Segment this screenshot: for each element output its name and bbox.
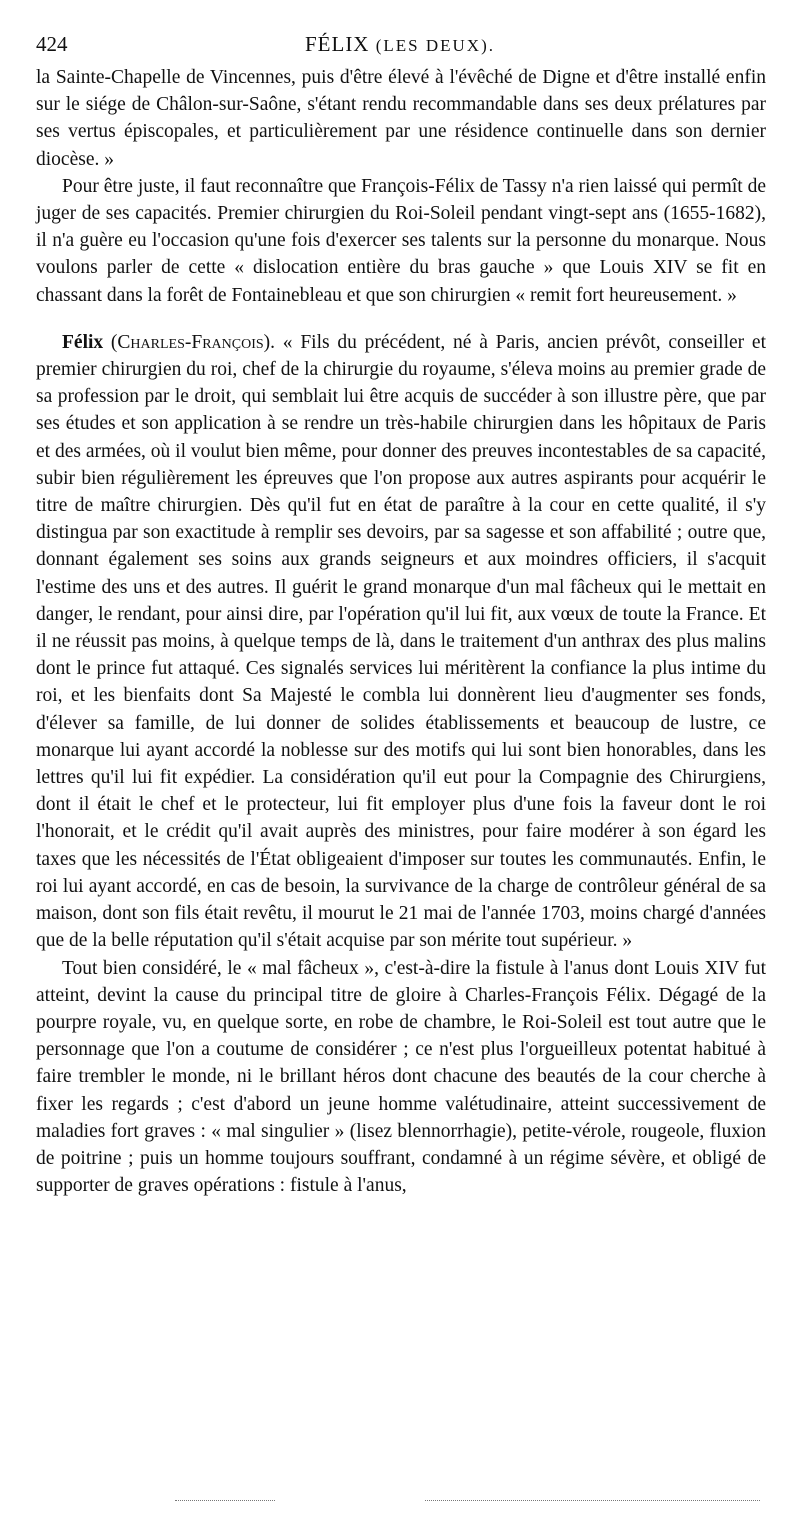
page-body xyxy=(36,64,766,1199)
running-title-sub: (LES DEUX). xyxy=(375,36,495,55)
entry-charles-francois xyxy=(36,329,766,955)
paragraph-tassy: Pour être juste, il faut reconnaître que François-Félix de Tassy n'a rien laissé qui permît de juger de ses capacités. Premier chirurgien du Roi-Soleil pendant vingt-sept ans (1655-1682), il n'a guère eu l'occasion qu'une fois d'exercer ses talents sur la personne du monarque. Nous voulons parler de cette « dislocation entière du bras gauche » que Louis XIV se fit en chassant dans la forêt de Fontainebleau et que son chirurgien « remit fort heureusement. » xyxy=(36,175,766,306)
entry-qualifier: (Charles-François). xyxy=(110,331,276,353)
entry-text: « Fils du précédent, né à Paris, ancien prévôt, conseiller et premier chirurgien du roi, chef de la chirurgie du royaume, s'éleva moins au premier grade de sa profession par le droit, qui semblait lui être acquis de succéder à son illustre père, que par ses études et son application à se rendre un très-habile chirurgien dans les hôpitaux de Paris et des armées, où il voulut bien même, pour donner des preuves incontestables de sa capacité, subir bien régulièrement les épreuves que l'on propose aux autres aspirants pour acquérir le titre de maître chirurgien. Dès qu'il fut en état de paraître à la cour en cette qualité, il s'y distingua par son exactitude à remplir ses devoirs, par sa sagesse et son affabilité ; outre que, donnant également ses soins aux grands seigneurs et aux moindres officiers, il s'acquit l'estime des uns et des autres. Il guérit le grand monarque d'un mal fâcheux qui le mettait en danger, le rendant, pour ainsi dire, par l'opération qu'il lui fit, aux vœux de toute la France. Et il ne réussit pas moins, à quelque temps de là, dans le traitement d'un anthrax des plus malins dont le prince fut attaqué. Ces signalés services lui méritèrent la confiance la plus intime du roi, et les bienfaits dont Sa Majesté le combla lui donnèrent lieu d'augmenter ses fonds, d'élever sa famille, de lui donner de solides établissements et beaucoup de lustre, ce monarque lui ayant accordé la noblesse sur des motifs qui lui sont bien honorables, dans les lettres qu'il lui fit expédier. La considération qu'il eut pour la Compagnie des Chirurgiens, dont il était le chef et le protecteur, lui fit employer plus d'une fois la faveur dont le roi l'honorait, et le crédit qu'il avait auprès des ministres, pour faire modérer à son égard les taxes que les nécessités de l'État obligeaient d'imposer sur toutes les communautés. Enfin, le roi lui ayant accordé, en cas de besoin, la survivance de la charge de contrôleur général de sa maison, dont son fils était revêtu, il mourut le 21 mai de l'année 1703, moins chargé d'années que de la belle réputation qu'il s'était acquise par son mérite tout supérieur. » xyxy=(36,331,766,952)
paragraph-closing: Tout bien considéré, le « mal fâcheux », c'est-à-dire la fistule à l'anus dont Louis XIV fut atteint, devint la cause du principal titre de gloire à Charles-François Félix. Dégagé de la pourpre royale, vu, en quelque sorte, en robe de chambre, le Roi-Soleil est tout autre que le personnage que l'on a coutume de considérer ; ce n'est plus l'orgueilleux potentat habitué à faire trembler le monde, ni le brillant héros dont chacune des beautés de la cour cherche à fixer les regards ; c'est d'abord un jeune homme valétudinaire, atteint successivement de maladies fort graves : « mal singulier » (lisez blennorrhagie), petite-vérole, rougeole, fluxion de poitrine ; puis un homme toujours souffrant, condamné à un régime sévère, et obligé de supporter de graves opérations : fistule à l'anus, xyxy=(36,957,766,1197)
entry-heading: Félix xyxy=(62,331,104,353)
paragraph-continuation: la Sainte-Chapelle de Vincennes, puis d'être élevé à l'évêché de Digne et d'être installé enfin sur le siége de Châlon-sur-Saône, s'étant rendu recommandable dans ses deux prélatures par ses vertus épiscopales, et particulièrement par une résidence continuelle dans son dernier diocèse. » xyxy=(36,67,766,170)
footer-rules xyxy=(0,1500,800,1510)
running-title-main: FÉLIX xyxy=(304,32,370,56)
footer-rule-left xyxy=(175,1500,275,1501)
page-number: 424 xyxy=(36,32,68,56)
running-title xyxy=(36,32,764,57)
footer-rule-right xyxy=(425,1500,760,1501)
running-header xyxy=(36,32,764,62)
